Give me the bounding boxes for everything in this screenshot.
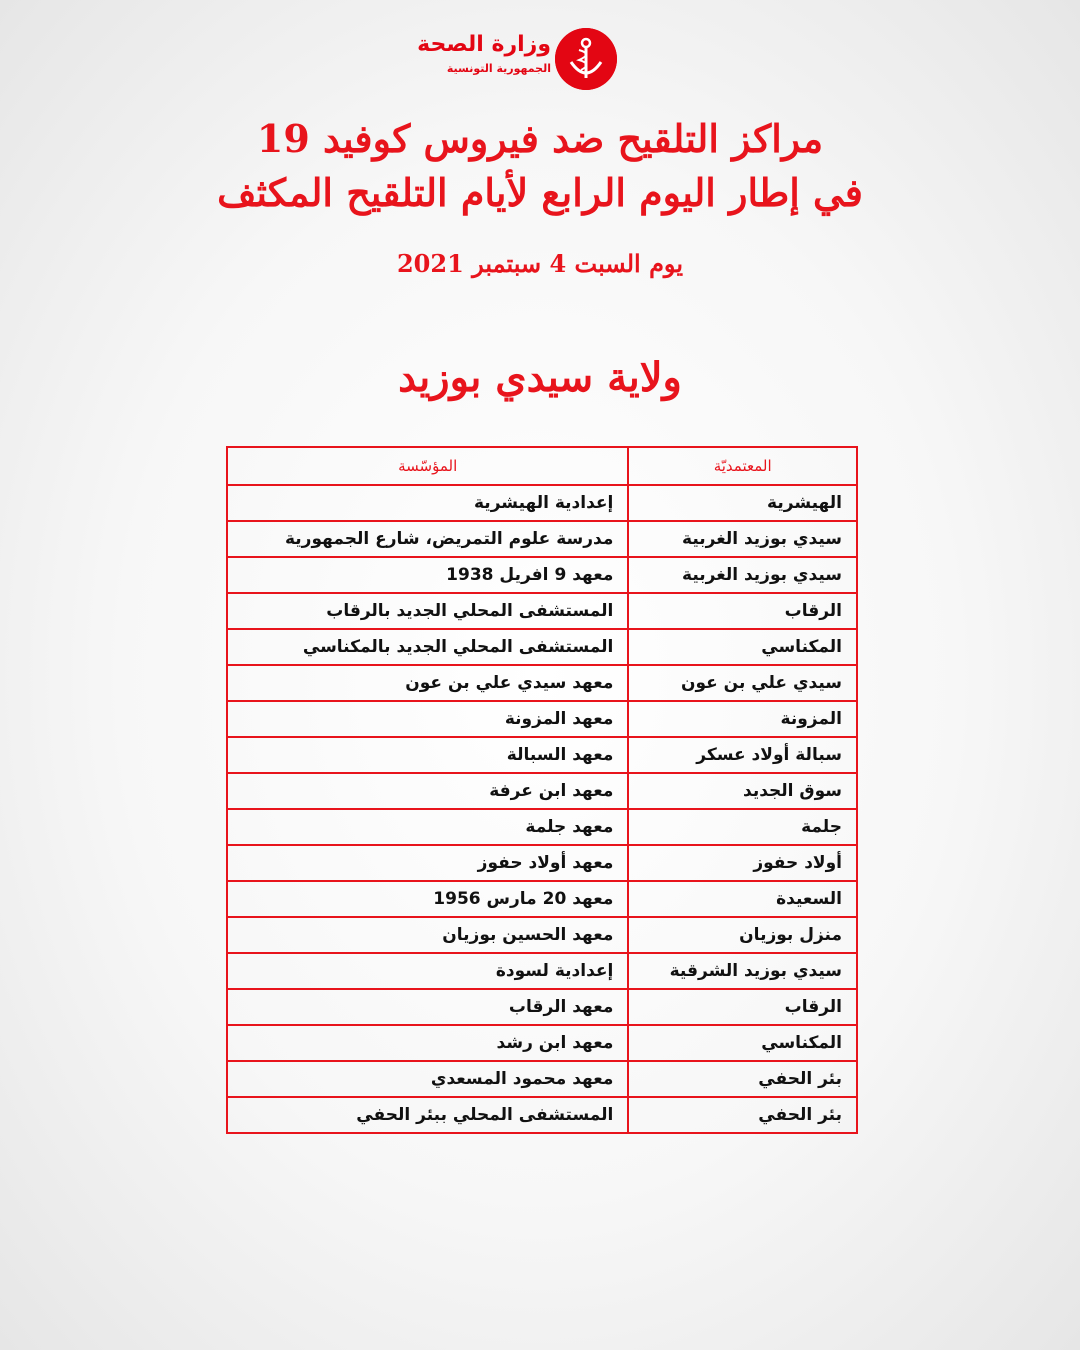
cell-delegation: منزل بوزيان [628, 917, 857, 953]
cell-institution: معهد السبالة [227, 737, 628, 773]
ministry-logo [417, 24, 625, 94]
table-row [227, 917, 857, 953]
table-row [227, 629, 857, 665]
cell-delegation: سيدي بوزيد الغربية [628, 557, 857, 593]
cell-delegation: سيدي علي بن عون [628, 665, 857, 701]
cell-institution: معهد الرقاب [227, 989, 628, 1025]
header-institution: المؤسّسة [227, 447, 628, 485]
cell-institution: إعدادية لسودة [227, 953, 628, 989]
cell-delegation: سبالة أولاد عسكر [628, 737, 857, 773]
cell-delegation: الرقاب [628, 593, 857, 629]
cell-delegation: سيدي بوزيد الغربية [628, 521, 857, 557]
cell-institution: مدرسة علوم التمريض، شارع الجمهورية [227, 521, 628, 557]
table-row [227, 1097, 857, 1133]
cell-institution: معهد جلمة [227, 809, 628, 845]
governorate-heading: ولاية سيدي بوزيد [398, 354, 682, 401]
cell-institution: معهد ابن رشد [227, 1025, 628, 1061]
cell-institution: معهد محمود المسعدي [227, 1061, 628, 1097]
cell-delegation: الرقاب [628, 989, 857, 1025]
date-line: يوم السبت 4 سبتمبر 2021 [396, 249, 684, 278]
table-row [227, 1025, 857, 1061]
cell-delegation: المكناسي [628, 629, 857, 665]
cell-institution: معهد 9 افريل 1938 [227, 557, 628, 593]
cell-institution: المستشفى المحلي الجديد بالرقاب [227, 593, 628, 629]
table-row [227, 557, 857, 593]
table-row [227, 665, 857, 701]
cell-institution: معهد المزونة [227, 701, 628, 737]
cell-delegation: جلمة [628, 809, 857, 845]
table-row [227, 737, 857, 773]
cell-institution: إعدادية الهيشرية [227, 485, 628, 521]
table-body [227, 485, 857, 1133]
table-row [227, 593, 857, 629]
table-header-row [227, 447, 857, 485]
cell-delegation: السعيدة [628, 881, 857, 917]
cell-institution: معهد سيدي علي بن عون [227, 665, 628, 701]
table-row [227, 881, 857, 917]
table-row [227, 485, 857, 521]
cell-delegation: سيدي بوزيد الشرقية [628, 953, 857, 989]
table-row [227, 809, 857, 845]
ministry-emblem-icon [555, 28, 617, 90]
cell-institution: المستشفى المحلي ببئر الحفي [227, 1097, 628, 1133]
cell-delegation: بئر الحفي [628, 1097, 857, 1133]
ministry-name: وزارة الصحة [417, 32, 551, 57]
header-delegation: المعتمديّة [628, 447, 857, 485]
cell-delegation: أولاد حفوز [628, 845, 857, 881]
cell-delegation: المكناسي [628, 1025, 857, 1061]
table-row [227, 953, 857, 989]
table-row [227, 701, 857, 737]
ministry-subtitle: الجمهورية التونسية [446, 62, 551, 75]
table-row [227, 845, 857, 881]
table-row [227, 521, 857, 557]
cell-institution: معهد أولاد حفوز [227, 845, 628, 881]
table-row [227, 773, 857, 809]
table-row [227, 1061, 857, 1097]
page-title-line1: مراكز التلقيح ضد فيروس كوفيد 19 [256, 116, 824, 161]
page-title-line2: في إطار اليوم الرابع لأيام التلقيح المكثف [217, 170, 863, 215]
cell-delegation: سوق الجديد [628, 773, 857, 809]
cell-delegation: بئر الحفي [628, 1061, 857, 1097]
cell-institution: المستشفى المحلي الجديد بالمكناسي [227, 629, 628, 665]
cell-institution: معهد ابن عرفة [227, 773, 628, 809]
cell-delegation: المزونة [628, 701, 857, 737]
table-row [227, 989, 857, 1025]
cell-institution: معهد الحسين بوزيان [227, 917, 628, 953]
cell-delegation: الهيشرية [628, 485, 857, 521]
vaccination-centers-table [226, 446, 858, 1134]
cell-institution: معهد 20 مارس 1956 [227, 881, 628, 917]
